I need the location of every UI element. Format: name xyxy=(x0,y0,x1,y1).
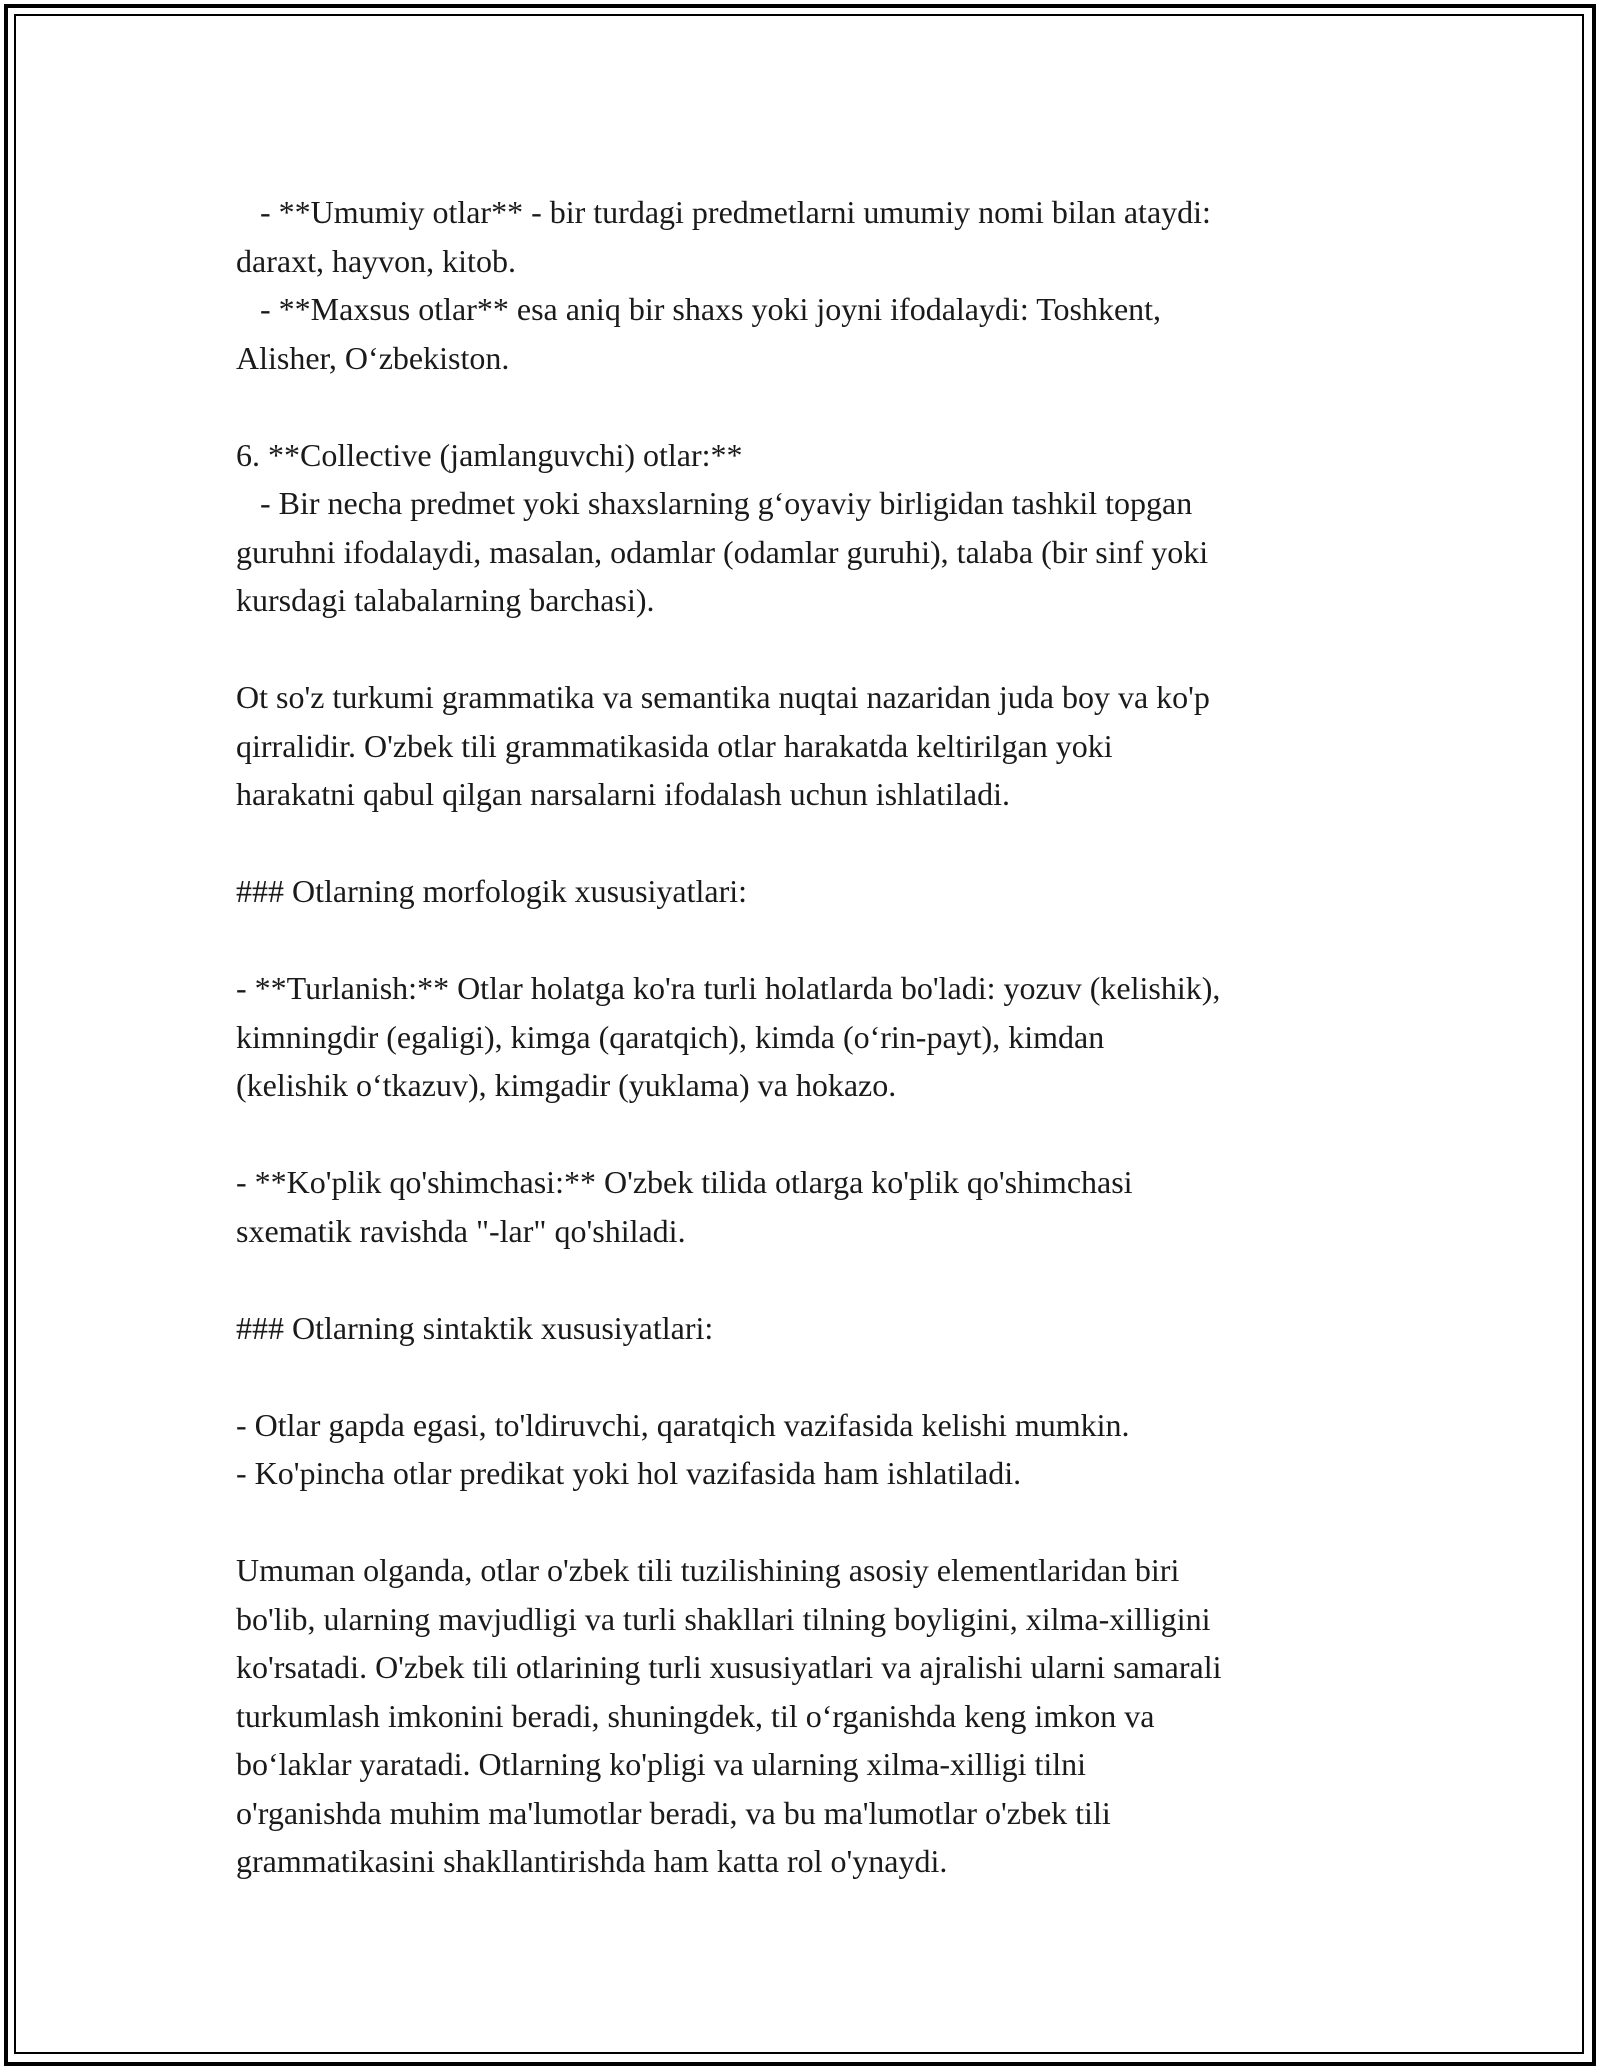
text-line: - Otlar gapda egasi, to'ldiruvchi, qaratqich vazifasida kelishi mumkin. xyxy=(236,1406,1130,1443)
section-heading-morphology: ### Otlarning morfologik xususiyatlari: xyxy=(236,873,748,909)
text-line: bo'lib, ularning mavjudligi va turli shakllari tilning boyligini, xilma-xilligini xyxy=(236,1600,1211,1637)
text-line: bo‘laklar yaratadi. Otlarning ko'pligi va ularning xilma-xilligi tilni xyxy=(236,1746,1087,1782)
text-line: - Ko'pincha otlar predikat yoki hol vazifasida ham ishlatiladi. xyxy=(236,1455,1022,1491)
blank-line xyxy=(236,1498,1416,1547)
text-line: Ot so'z turkumi grammatika va semantika nuqtai nazaridan juda boy va ko'p xyxy=(236,679,1210,715)
text-line: daraxt, hayvon, kitob. xyxy=(236,242,516,279)
blank-line xyxy=(236,1110,1416,1159)
numbered-heading: 6. **Collective (jamlanguvchi) otlar:** xyxy=(236,436,743,473)
text-line: - **Ko'plik qo'shimchasi:** O'zbek tilida otlarga ko'plik qo'shimchasi xyxy=(236,1164,1133,1200)
text-line: harakatni qabul qilgan narsalarni ifodalash uchun ishlatiladi. xyxy=(236,776,1010,812)
text-line: Alisher, O‘zbekiston. xyxy=(236,339,510,376)
blank-line xyxy=(236,916,1416,965)
text-line: (kelishik o‘tkazuv), kimgadir (yuklama) va hokazo. xyxy=(236,1067,897,1103)
blank-line xyxy=(236,382,1416,431)
section-heading-syntax: ### Otlarning sintaktik xususiyatlari: xyxy=(236,1309,714,1346)
document-body xyxy=(236,188,1416,1886)
text-line: - **Umumiy otlar** - bir turdagi predmetlarni umumiy nomi bilan ataydi: xyxy=(236,194,1211,230)
text-line: kursdagi talabalarning barchasi). xyxy=(236,582,655,618)
text-line: grammatikasini shakllantirishda ham katta rol o'ynaydi. xyxy=(236,1843,948,1879)
text-line: ko'rsatadi. O'zbek tili otlarining turli xususiyatlari va ajralishi ularni samarali xyxy=(236,1649,1222,1685)
text-line: - **Maxsus otlar** esa aniq bir shaxs yoki joyni ifodalaydi: Toshkent, xyxy=(236,291,1162,327)
blank-line xyxy=(236,625,1416,674)
blank-line xyxy=(236,1352,1416,1401)
text-line: turkumlash imkonini beradi, shuningdek, til o‘rganishda keng imkon va xyxy=(236,1697,1155,1734)
text-line: o'rganishda muhim ma'lumotlar beradi, va bu ma'lumotlar o'zbek tili xyxy=(236,1794,1111,1831)
text-line: kimningdir (egaligi), kimga (qaratqich), kimda (o‘rin-payt), kimdan xyxy=(236,1018,1105,1055)
text-line: Umuman olganda, otlar o'zbek tili tuzilishining asosiy elementlaridan biri xyxy=(236,1552,1180,1588)
text-line: sxematik ravishda "-lar" qo'shiladi. xyxy=(236,1212,686,1249)
text-line: - **Turlanish:** Otlar holatga ko'ra turli holatlarda bo'ladi: yozuv (kelishik), xyxy=(236,970,1221,1006)
blank-line xyxy=(236,1255,1416,1304)
text-line: - Bir necha predmet yoki shaxslarning g‘oyaviy birligidan tashkil topgan xyxy=(236,485,1193,521)
blank-line xyxy=(236,819,1416,868)
text-line: guruhni ifodalaydi, masalan, odamlar (odamlar guruhi), talaba (bir sinf yoki xyxy=(236,533,1209,570)
text-line: qirralidir. O'zbek tili grammatikasida otlar harakatda keltirilgan yoki xyxy=(236,727,1113,764)
